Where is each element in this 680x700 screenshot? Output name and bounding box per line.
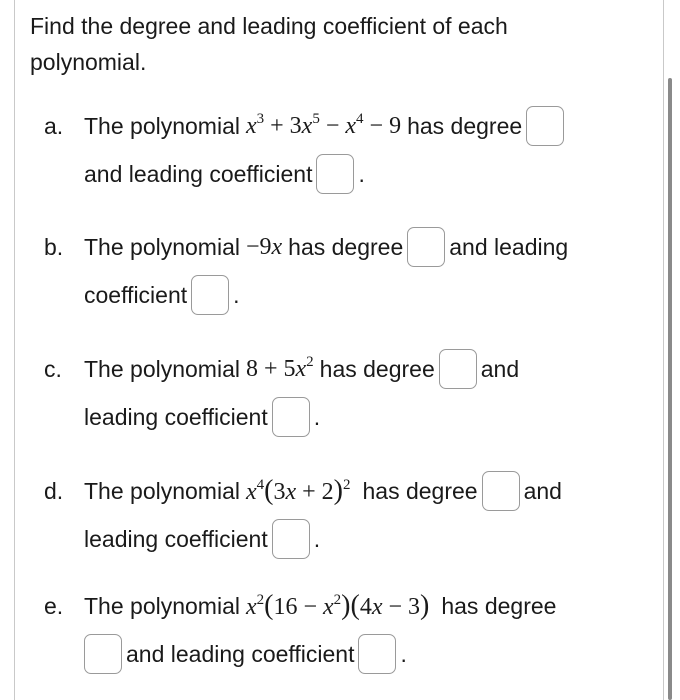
problem-letter: e. [44, 592, 64, 619]
polynomial-expression: $x^3 + 3x^5 - x^4 - 9$ [245, 110, 402, 139]
question-prompt [30, 8, 630, 80]
degree-label: has degree [319, 355, 435, 382]
degree-label: has degree [407, 112, 523, 139]
coefficient-label: coefficient [84, 281, 188, 308]
problem-prefix: The polynomial [84, 112, 240, 139]
prompt-line-1: Find the degree and leading coefficient of each [30, 13, 508, 39]
polynomial-expression: $x^2(16 - x^2)(4x - 3)$ [245, 590, 430, 621]
after-box-text: and leading [449, 233, 569, 260]
degree-answer-box[interactable] [407, 227, 445, 267]
period: . [233, 281, 240, 308]
polynomial-expression: $x^4(3x + 2)^2$ [245, 475, 351, 506]
scrollbar[interactable] [668, 78, 672, 700]
period: . [313, 403, 321, 430]
period: . [358, 160, 365, 187]
degree-answer-box[interactable] [84, 634, 122, 674]
coefficient-answer-box[interactable] [358, 634, 396, 674]
period: . [313, 525, 321, 552]
problem-prefix: The polynomial [84, 592, 240, 619]
problem-letter: b. [44, 233, 64, 260]
after-box-text: and [480, 355, 520, 382]
prompt-line-2: polynomial. [30, 49, 147, 75]
problem-letter: d. [44, 477, 64, 504]
period: . [400, 640, 407, 667]
problem-letter: c. [44, 355, 62, 382]
degree-label: has degree [441, 592, 557, 619]
problem-prefix: The polynomial [84, 233, 240, 260]
coefficient-label: leading coefficient [84, 525, 268, 552]
problem-prefix: The polynomial [84, 477, 240, 504]
polynomial-expression: −9x [245, 233, 283, 260]
degree-answer-box[interactable] [526, 106, 564, 146]
coefficient-answer-box[interactable] [316, 154, 354, 194]
problem-prefix: The polynomial [84, 355, 240, 382]
after-box-text: and [523, 477, 562, 504]
degree-label: has degree [288, 233, 404, 260]
polynomial-expression: $8 + 5x^2$ [245, 353, 314, 382]
coefficient-label: leading coefficient [84, 403, 268, 430]
coefficient-answer-box[interactable] [272, 519, 310, 559]
problem-letter: a. [44, 112, 64, 139]
coefficient-label: and leading coefficient [126, 640, 355, 667]
coefficient-answer-box[interactable] [191, 275, 229, 315]
coefficient-label: and leading coefficient [84, 160, 313, 187]
degree-label: has degree [362, 477, 478, 504]
degree-answer-box[interactable] [482, 471, 520, 511]
degree-answer-box[interactable] [439, 349, 477, 389]
coefficient-answer-box[interactable] [272, 397, 310, 437]
